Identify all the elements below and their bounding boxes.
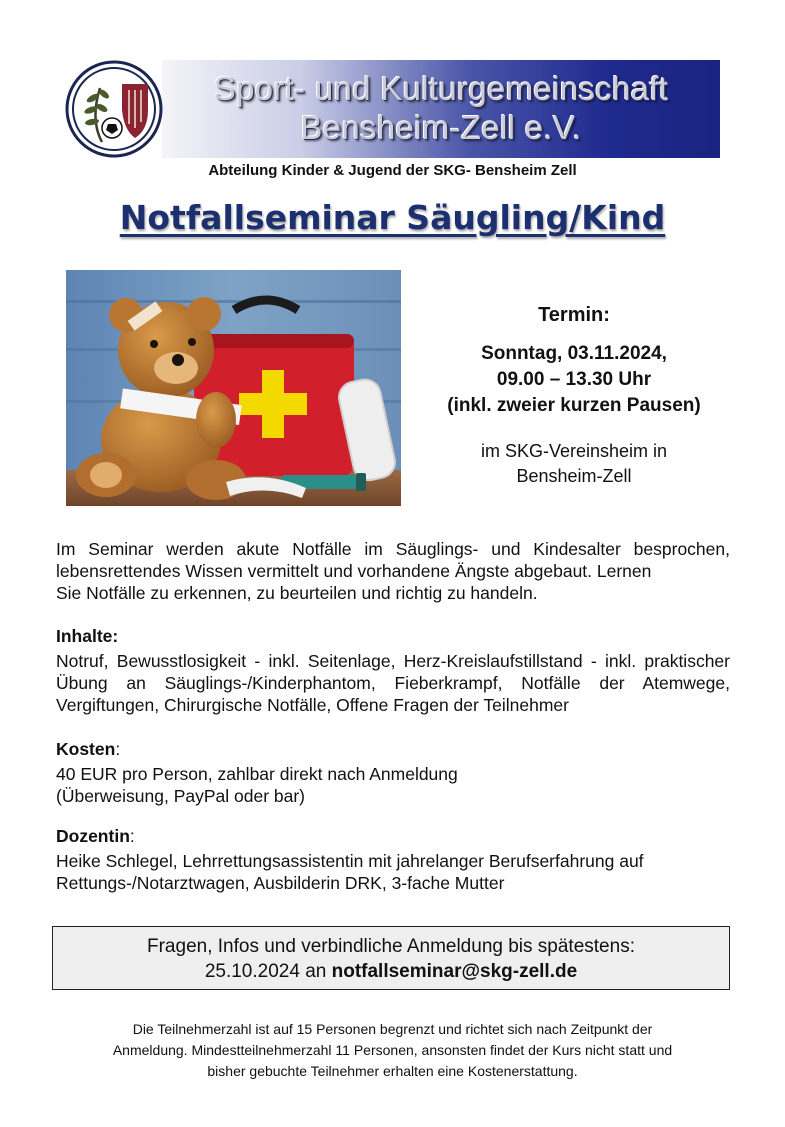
- club-crest-icon: [62, 60, 166, 158]
- instructor-line2: Rettungs-/Notarztwagen, Ausbilderin DRK, 3-fache Mutter: [56, 873, 505, 893]
- contents-text: Notruf, Bewusstlosigkeit - inkl. Seitenlage, Herz-Kreislaufstillstand - inkl. praktischer Übung an Säuglings-/Kinderphantom, Fieberkrampf, Notfälle der Atemwege, Vergiftungen, Chirurgische Notfälle, Offene Fragen der Teilnehmer: [56, 651, 730, 715]
- contents-heading: [56, 626, 118, 647]
- appointment-location: [415, 439, 733, 489]
- department-subtitle: Abteilung Kinder & Jugend der SKG- Bensheim Zell: [208, 162, 577, 179]
- location-line2: Bensheim-Zell: [516, 466, 632, 486]
- instructor-heading-text: Dozentin: [56, 826, 130, 846]
- teddy-bear-first-aid-kit-image: [66, 270, 401, 506]
- registration-email-link[interactable]: notfallseminar@skg-zell.de: [331, 961, 578, 982]
- org-name-line2: Bensheim-Zell e.V.: [300, 109, 582, 146]
- intro-text: Im Seminar werden akute Notfälle im Säuglings- und Kindesalter besprochen, lebensrettendes Wissen vermittelt und vorhandene Ängste abgebaut. Lernen: [56, 539, 730, 581]
- appointment-date: Sonntag, 03.11.2024,: [481, 343, 667, 364]
- instructor-text: [56, 850, 730, 894]
- participant-note-line2: Anmeldung. Mindestteilnehmerzahl 11 Personen, ansonsten findet der Kurs nicht statt und: [112, 1042, 673, 1058]
- participant-note: [40, 1019, 745, 1082]
- participant-note-line3: bisher gebuchte Teilnehmer erhalten eine Kostenerstattung.: [207, 1063, 578, 1079]
- registration-line1: Fragen, Infos und verbindliche Anmeldung bis spätestens:: [147, 936, 635, 957]
- instructor-heading: [56, 826, 135, 847]
- contents-heading-text: Inhalte:: [56, 626, 119, 646]
- instructor-line1: Heike Schlegel, Lehrrettungsassistentin mit jahrelanger Berufserfahrung auf: [56, 851, 644, 871]
- appointment-label: Termin:: [538, 304, 610, 326]
- appointment-time: 09.00 – 13.30 Uhr: [496, 369, 652, 390]
- header-banner: [62, 60, 720, 158]
- registration-line2: [53, 959, 729, 984]
- registration-box: [52, 926, 730, 990]
- participant-note-line1: Die Teilnehmerzahl ist auf 15 Personen begrenzt und richtet sich nach Zeitpunkt der: [132, 1021, 653, 1037]
- instructor-heading-colon: :: [129, 826, 135, 846]
- registration-deadline: 25.10.2024 an: [204, 961, 332, 982]
- intro-text-last: Sie Notfälle zu erkennen, zu beurteilen und richtig zu handeln.: [56, 583, 538, 603]
- costs-line2: (Überweisung, PayPal oder bar): [56, 786, 306, 806]
- costs-heading-text: Kosten: [56, 739, 116, 759]
- location-line1: im SKG-Vereinsheim in: [480, 441, 668, 461]
- page-title: Notfallseminar Säugling/Kind: [119, 198, 666, 237]
- costs-heading-colon: :: [115, 739, 121, 759]
- intro-paragraph: [56, 538, 730, 604]
- costs-heading: [56, 739, 120, 760]
- appointment-block: [415, 304, 733, 489]
- costs-line1: 40 EUR pro Person, zahlbar direkt nach Anmeldung: [56, 764, 458, 784]
- appointment-breaks: (inkl. zweier kurzen Pausen): [447, 395, 701, 416]
- org-name-line1: Sport- und Kulturgemeinschaft: [213, 70, 669, 107]
- costs-text: [56, 763, 730, 807]
